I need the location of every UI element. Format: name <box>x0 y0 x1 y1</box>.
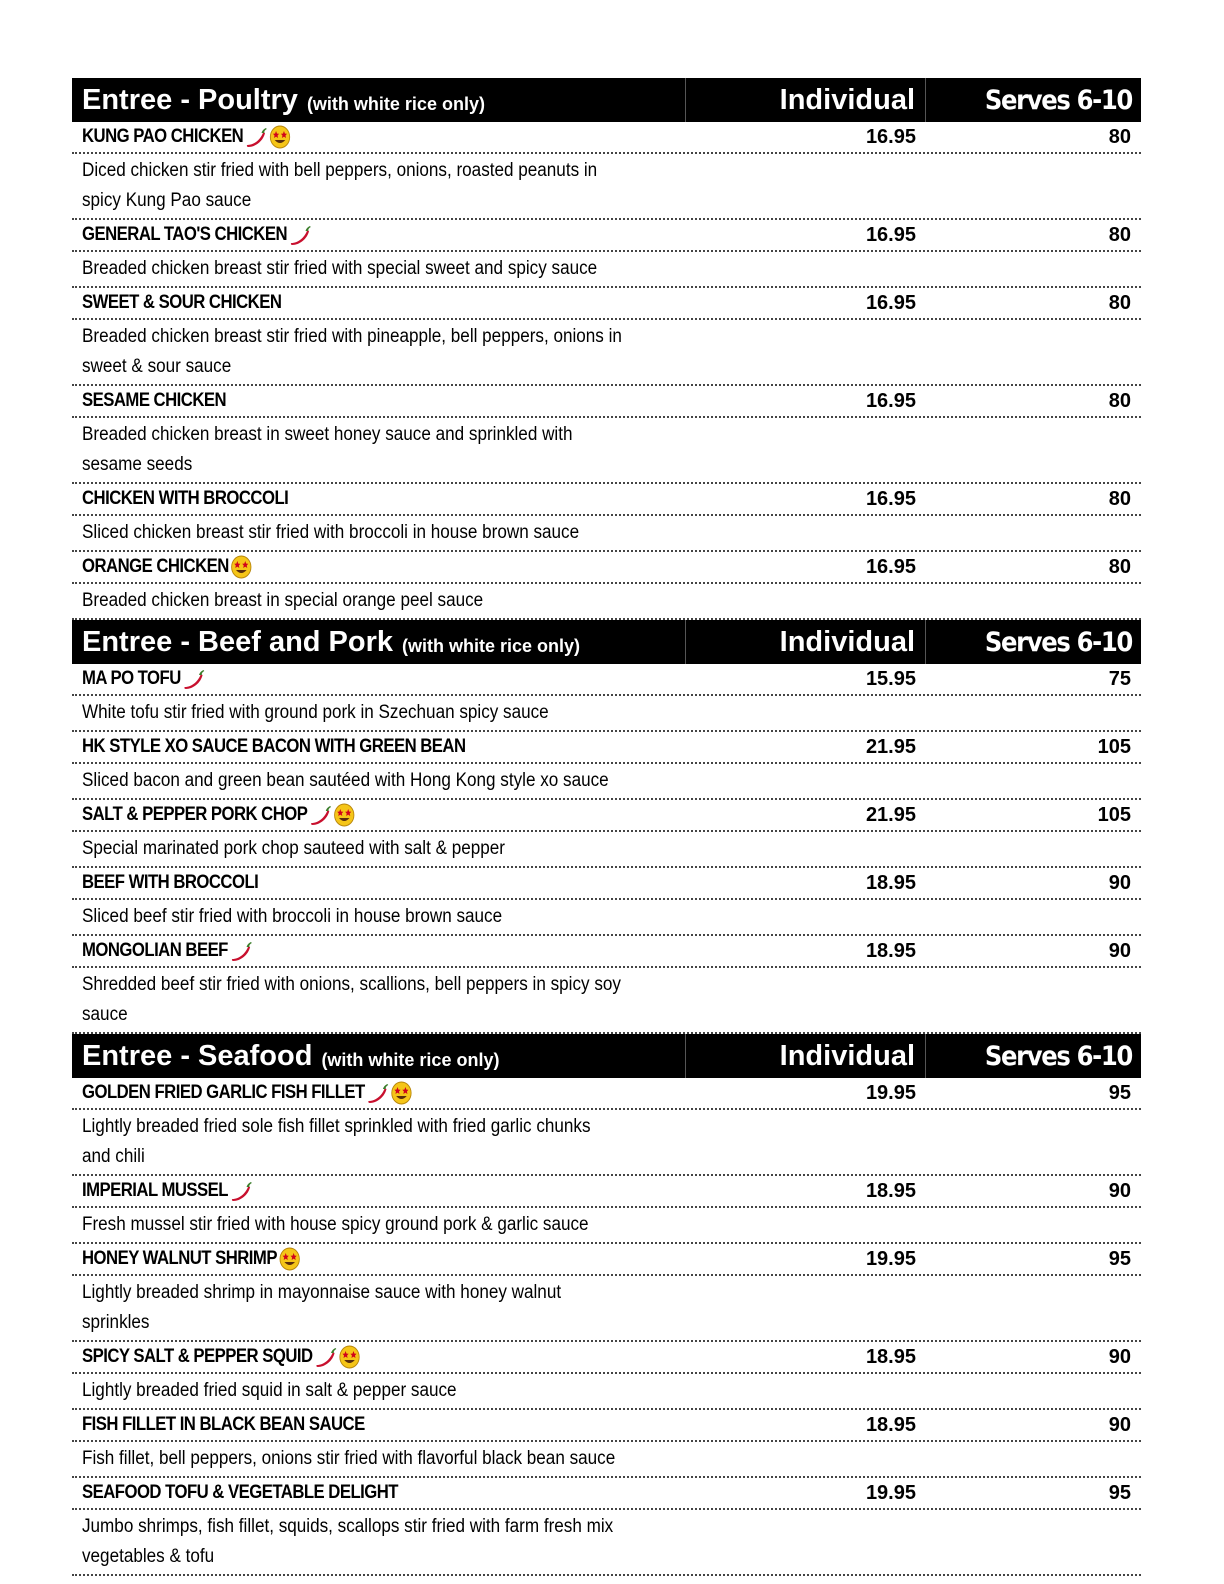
menu-item <box>72 1342 1141 1410</box>
menu-item-name-cell <box>82 872 614 894</box>
price-individual: 16.95 <box>865 487 916 510</box>
price-individual: 18.95 <box>865 1413 916 1436</box>
menu-item-row <box>72 1410 1141 1442</box>
menu-item <box>72 800 1141 868</box>
price-serves: 90 <box>1108 871 1131 894</box>
menu-item-icons <box>181 668 206 690</box>
price-individual: 18.95 <box>865 939 916 962</box>
menu-item-name-cell <box>82 1081 614 1105</box>
price-individual: 21.95 <box>865 803 916 826</box>
menu-section-0 <box>72 78 1141 620</box>
menu-item-name: SPICY SALT & PEPPER SQUID <box>82 1346 313 1367</box>
menu-item-name: CHICKEN WITH BROCCOLI <box>82 488 289 509</box>
price-individual: 19.95 <box>865 1247 916 1270</box>
menu-item <box>72 552 1141 620</box>
menu-item <box>72 868 1141 936</box>
menu-item <box>72 1410 1141 1478</box>
section-title: Entree - Beef and Pork <box>82 625 394 658</box>
section-items <box>72 1078 1141 1576</box>
menu-item-description: Breaded chicken breast in special orange peel sauce <box>82 590 484 611</box>
menu-item <box>72 664 1141 732</box>
menu-item-name-cell <box>82 1180 614 1202</box>
menu-item-name-cell <box>82 803 614 827</box>
section-title-cell <box>72 1034 686 1078</box>
menu-item-row <box>72 1176 1141 1208</box>
menu-section-2 <box>72 1034 1141 1576</box>
menu-item-name-cell <box>82 940 614 962</box>
menu-item-name-cell <box>82 488 614 510</box>
price-individual: 18.95 <box>865 1345 916 1368</box>
menu-item-name: SEAFOOD TOFU & VEGETABLE DELIGHT <box>82 1482 398 1503</box>
menu-item-name-cell <box>82 224 614 246</box>
menu-item-description: Jumbo shrimps, fish fillet, squids, scallops stir fried with farm fresh mix vegetables & tofu <box>82 1516 614 1567</box>
menu-item-name: HONEY WALNUT SHRIMP <box>82 1248 277 1269</box>
menu-item-description: Lightly breaded fried squid in salt & pepper sauce <box>82 1380 457 1401</box>
menu-item-name: BEEF WITH BROCCOLI <box>82 872 259 893</box>
section-items <box>72 664 1141 1034</box>
column-header-individual: Individual <box>686 1034 926 1078</box>
section-subtitle: (with white rice only) <box>321 1049 500 1070</box>
menu-item-row <box>72 1342 1141 1374</box>
menu-item-description: Breaded chicken breast stir fried with special sweet and spicy sauce <box>82 258 598 279</box>
column-header-serves: Serves 6-10 <box>984 84 1132 116</box>
menu-item-name: HK STYLE XO SAUCE BACON WITH GREEN BEAN <box>82 736 466 757</box>
price-individual: 16.95 <box>865 555 916 578</box>
price-serves: 80 <box>1108 389 1131 412</box>
starstruck-face-icon <box>270 125 291 149</box>
menu-item <box>72 1244 1141 1342</box>
chili-icon <box>230 1180 253 1202</box>
section-title-cell <box>72 620 686 664</box>
price-serves: 80 <box>1108 487 1131 510</box>
section-header <box>72 78 1141 122</box>
menu-item-name-cell <box>82 292 614 314</box>
menu-page <box>72 78 1141 1576</box>
menu-item <box>72 288 1141 386</box>
menu-item <box>72 1478 1141 1576</box>
chili-icon <box>314 1346 337 1368</box>
menu-item-name-cell <box>82 1345 614 1369</box>
column-header-individual: Individual <box>686 620 926 664</box>
menu-item <box>72 220 1141 288</box>
starstruck-face-icon <box>231 555 252 579</box>
menu-item-name: GOLDEN FRIED GARLIC FISH FILLET <box>82 1082 365 1103</box>
menu-item-icons <box>365 1081 413 1105</box>
menu-item-row <box>72 484 1141 516</box>
price-serves: 90 <box>1108 1413 1131 1436</box>
section-title: Entree - Seafood <box>82 1039 313 1072</box>
starstruck-face-icon <box>391 1081 412 1105</box>
menu-item-name: SWEET & SOUR CHICKEN <box>82 292 282 313</box>
menu-item-name: KUNG PAO CHICKEN <box>82 126 244 147</box>
menu-item-description: Fresh mussel stir fried with house spicy ground pork & garlic sauce <box>82 1214 589 1235</box>
menu-item-row <box>72 552 1141 584</box>
menu-item-name: ORANGE CHICKEN <box>82 556 229 577</box>
menu-item-row <box>72 386 1141 418</box>
menu-item-description: Special marinated pork chop sauteed with salt & pepper <box>82 838 505 859</box>
menu-item-name: IMPERIAL MUSSEL <box>82 1179 228 1201</box>
column-header-individual: Individual <box>686 78 926 122</box>
price-serves: 75 <box>1108 667 1131 690</box>
menu-item-icons <box>229 555 252 579</box>
menu-item-name-cell <box>82 1414 614 1436</box>
menu-item <box>72 936 1141 1034</box>
price-individual: 16.95 <box>865 291 916 314</box>
menu-item-name: SALT & PEPPER PORK CHOP <box>82 804 308 825</box>
menu-item-name: GENERAL TAO'S CHICKEN <box>82 223 287 245</box>
menu-item-name: MA PO TOFU <box>82 667 181 689</box>
menu-item-row <box>72 1478 1141 1510</box>
menu-item-icons <box>228 1180 253 1202</box>
menu-item <box>72 732 1141 800</box>
menu-item-description: White tofu stir fried with ground pork in Szechuan spicy sauce <box>82 702 549 723</box>
menu-item-row <box>72 288 1141 320</box>
menu-item-row <box>72 664 1141 696</box>
price-serves: 95 <box>1108 1247 1131 1270</box>
starstruck-face-icon <box>339 1345 360 1369</box>
column-header-serves: Serves 6-10 <box>984 1040 1132 1072</box>
chili-icon <box>289 224 312 246</box>
price-individual: 16.95 <box>865 389 916 412</box>
section-items <box>72 122 1141 620</box>
chili-icon <box>245 126 268 148</box>
menu-item-name-cell <box>82 1482 614 1504</box>
menu-item-name-cell <box>82 555 614 579</box>
price-individual: 18.95 <box>865 1179 916 1202</box>
chili-icon <box>183 668 206 690</box>
menu-item-icons <box>243 125 291 149</box>
menu-item-icons <box>313 1345 361 1369</box>
menu-item-name: SESAME CHICKEN <box>82 390 227 411</box>
price-serves: 95 <box>1108 1481 1131 1504</box>
menu-item-description: Lightly breaded shrimp in mayonnaise sauce with honey walnut sprinkles <box>82 1282 562 1333</box>
menu-item <box>72 1078 1141 1176</box>
price-serves: 90 <box>1108 939 1131 962</box>
starstruck-face-icon <box>279 1247 300 1271</box>
menu-item-name-cell <box>82 1247 614 1271</box>
menu-item-row <box>72 936 1141 968</box>
price-serves: 80 <box>1108 223 1131 246</box>
menu-item-row <box>72 868 1141 900</box>
menu-item-description: Breaded chicken breast in sweet honey sauce and sprinkled with sesame seeds <box>82 424 573 475</box>
menu-item <box>72 122 1141 220</box>
chili-icon <box>366 1082 389 1104</box>
section-header <box>72 1034 1141 1078</box>
menu-item-description: Shredded beef stir fried with onions, scallions, bell peppers in spicy soy sauce <box>82 974 621 1025</box>
price-individual: 16.95 <box>865 223 916 246</box>
chili-icon <box>230 940 253 962</box>
menu-item-name-cell <box>82 125 614 149</box>
menu-item-name-cell <box>82 736 614 758</box>
column-header-serves: Serves 6-10 <box>984 626 1132 658</box>
price-individual: 19.95 <box>865 1081 916 1104</box>
menu-item-icons <box>228 940 253 962</box>
price-individual: 15.95 <box>865 667 916 690</box>
menu-section-1 <box>72 620 1141 1034</box>
price-serves: 80 <box>1108 555 1131 578</box>
menu-item-icons <box>307 803 355 827</box>
menu-item-name-cell <box>82 390 614 412</box>
menu-item-description: Diced chicken stir fried with bell peppers, onions, roasted peanuts in spicy Kung Pao sauce <box>82 160 598 211</box>
section-subtitle: (with white rice only) <box>402 635 581 656</box>
menu-item <box>72 1176 1141 1244</box>
section-title-cell <box>72 78 686 122</box>
menu-item-description: Lightly breaded fried sole fish fillet sprinkled with fried garlic chunks and chili <box>82 1116 591 1167</box>
price-serves: 90 <box>1108 1179 1131 1202</box>
starstruck-face-icon <box>334 803 355 827</box>
price-serves: 90 <box>1108 1345 1131 1368</box>
menu-item-row <box>72 1078 1141 1110</box>
price-individual: 21.95 <box>865 735 916 758</box>
section-subtitle: (with white rice only) <box>306 93 485 114</box>
menu-item-row <box>72 1244 1141 1276</box>
price-serves: 105 <box>1097 735 1131 758</box>
price-serves: 95 <box>1108 1081 1131 1104</box>
menu-item-row <box>72 732 1141 764</box>
price-individual: 18.95 <box>865 871 916 894</box>
price-individual: 16.95 <box>865 125 916 148</box>
price-individual: 19.95 <box>865 1481 916 1504</box>
menu-item-name: FISH FILLET IN BLACK BEAN SAUCE <box>82 1414 365 1435</box>
menu-item-name: MONGOLIAN BEEF <box>82 939 228 961</box>
chili-icon <box>309 804 332 826</box>
menu-item-row <box>72 122 1141 154</box>
menu-item-description: Breaded chicken breast stir fried with pineapple, bell peppers, onions in sweet & sour sauce <box>82 326 622 377</box>
section-header <box>72 620 1141 664</box>
menu-item <box>72 386 1141 484</box>
menu-item-description: Fish fillet, bell peppers, onions stir fried with flavorful black bean sauce <box>82 1448 616 1469</box>
menu-item <box>72 484 1141 552</box>
menu-item-icons <box>287 224 312 246</box>
price-serves: 80 <box>1108 125 1131 148</box>
price-serves: 80 <box>1108 291 1131 314</box>
menu-item-icons <box>277 1247 300 1271</box>
menu-item-description: Sliced bacon and green bean sautéed with Hong Kong style xo sauce <box>82 770 609 791</box>
price-serves: 105 <box>1097 803 1131 826</box>
menu-item-name-cell <box>82 668 614 690</box>
menu-item-description: Sliced chicken breast stir fried with broccoli in house brown sauce <box>82 522 580 543</box>
section-title: Entree - Poultry <box>82 83 298 116</box>
menu-item-row <box>72 800 1141 832</box>
menu-item-row <box>72 220 1141 252</box>
menu-item-description: Sliced beef stir fried with broccoli in house brown sauce <box>82 906 503 927</box>
